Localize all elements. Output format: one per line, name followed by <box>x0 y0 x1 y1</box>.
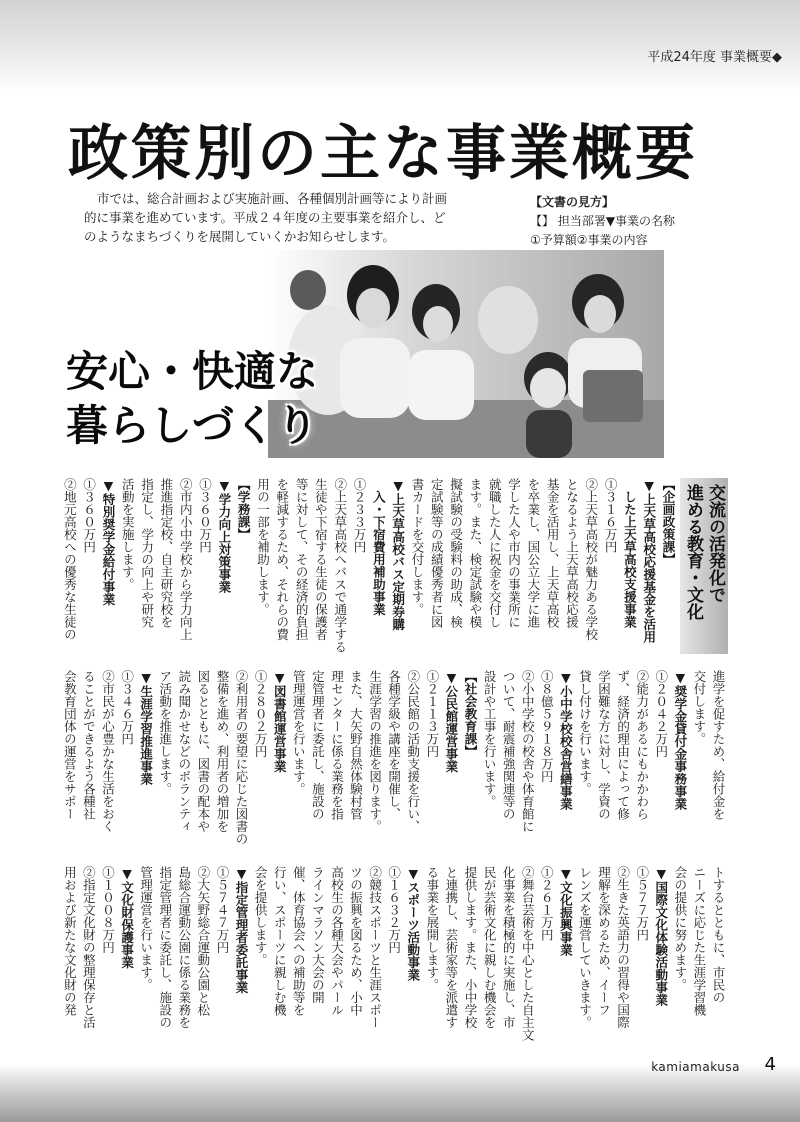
project-heading: ▼上天草高校応援基金を活用 <box>641 478 657 643</box>
body-line: ①３６０万円 <box>197 478 213 553</box>
body-line: る事業を展開します。 <box>424 866 440 991</box>
body-line: ①３４６万円 <box>119 670 135 745</box>
body-line: 各種学級や講座を開催し、 <box>386 670 402 820</box>
legend-box <box>530 193 675 250</box>
body-line: 進学を促すため、給付金を <box>711 670 726 820</box>
body-line: 定試験等の成績優秀者に図 <box>429 478 445 628</box>
body-line: 交付します。 <box>691 670 707 745</box>
category-line-2: 進める教育・文化 <box>683 484 703 620</box>
body-line: 貸し付けを行います。 <box>577 670 593 795</box>
body-line: ず、経済的理由によって修 <box>615 670 631 820</box>
body-line: 理解を深めるため、イーフ <box>596 866 612 1016</box>
project-heading: ▼奨学金貸付金事務事業 <box>672 670 688 810</box>
body-line: ②生きた英語力の習得や国際 <box>615 866 631 1029</box>
body-line: 学困難な方に対し、学資の <box>596 670 612 820</box>
body-line: ②上天草高校が魅力ある学校 <box>583 478 599 641</box>
body-line: 管理運営を行います。 <box>291 670 307 795</box>
body-line: ①２１１３万円 <box>424 670 440 758</box>
project-heading: ▼特別奨学金給付事業 <box>100 478 116 606</box>
body-line: 化事業を積極的に実施し、市 <box>501 866 517 1029</box>
footer-site: kamiamakusa <box>651 1060 740 1074</box>
body-line: 用および新たな文化財の発 <box>62 866 78 1016</box>
body-line: ①３６０万円 <box>81 478 97 553</box>
hero-title-line-1: 安心・快適な <box>66 347 319 396</box>
category-label <box>680 478 728 654</box>
body-line: を軽減するため、それらの費 <box>274 478 290 641</box>
body-line: 基金を活用し、上天草高校 <box>545 478 561 628</box>
body-line: ①１６３２万円 <box>386 866 402 954</box>
body-line: となるよう上天草高校応援 <box>564 478 580 628</box>
body-line: 提供します。また、小中学校 <box>462 866 478 1029</box>
body-line: 指定管理者に委託し、施設の <box>157 866 173 1029</box>
body-line: ニーズに応じた生涯学習機 <box>691 866 707 1016</box>
body-line: 書カードを交付します。 <box>409 478 425 616</box>
body-line: ②公民館の活動支援を行い、 <box>405 670 421 833</box>
project-heading: ▼文化振興事業 <box>558 866 574 956</box>
body-line: ②市民が心豊かな生活をおく <box>100 670 116 833</box>
body-line: 民が芸術文化に親しむ機会を <box>482 866 498 1029</box>
project-heading: ▼小中学校校舎営繕事業 <box>558 670 574 810</box>
body-line: 図るとともに、図書の配本や <box>195 670 211 833</box>
body-line: 活動を実施します。 <box>120 478 136 591</box>
body-line: 等に対して、その経済的負担 <box>294 478 310 641</box>
body-line: ①１００８万円 <box>100 866 116 954</box>
photo-people-illustration <box>268 250 664 458</box>
body-line: ①５７７万円 <box>634 866 650 941</box>
body-line: ①２０４２万円 <box>653 670 669 758</box>
body-line: 島総合運動公園に係る業務を <box>176 866 192 1029</box>
project-heading: ▼スポーツ活動事業 <box>405 866 421 981</box>
body-line: ます。また、検定試験や模 <box>467 478 483 628</box>
body-line: ることができるよう各種社 <box>81 670 97 820</box>
body-line: 指定し、学力の向上や研究 <box>139 478 155 628</box>
body-line: ツの振興を図るため、小中 <box>348 866 364 1016</box>
intro-text: 市では、総合計画および実施計画、各種個別計画等により計画的に事業を進めています。平成２４年度の主要事業を紹介し、どのようなまちづくりを展開していくかお知らせします。 <box>84 191 448 244</box>
legend-line-1: 【】 担当部署▼事業の名称 <box>530 214 676 228</box>
body-line: ②大矢野総合運動公園と松 <box>195 866 211 1016</box>
body-line: ②地元高校への優秀な生徒の <box>62 478 78 641</box>
body-line: 就職した人に祝金を交付し <box>487 478 503 628</box>
body-line: ア活動を推進します。 <box>157 670 173 795</box>
project-heading: ▼上天草高校バス定期券購 <box>390 478 406 631</box>
body-line: 理センターに係る業務を指 <box>329 670 345 820</box>
body-line: 高校生の各種大会やパール <box>329 866 345 1016</box>
body-line: ①５７４７万円 <box>214 866 230 954</box>
body-line: 擬試験の受験料の助成、検 <box>448 478 464 628</box>
body-line: ラインマラソン大会の開 <box>310 866 326 1004</box>
text-band-3 <box>62 866 728 1046</box>
body-line: 定管理者に委託し、施設の <box>310 670 326 820</box>
body-line: と連携し、芸術家等を派遣す <box>443 866 459 1029</box>
body-line: 用の一部を補助します。 <box>255 478 271 616</box>
project-heading: ▼文化財保護事業 <box>119 866 135 969</box>
page-title: 政策別の主な事業概要 <box>68 119 698 189</box>
project-heading: ▼生涯学習推進事業 <box>138 670 154 785</box>
body-line: ②利用者の要望に応じた図書の <box>234 670 250 845</box>
body-line: レンズを運営していきます。 <box>577 866 593 1029</box>
body-line: ①３１６万円 <box>603 478 619 553</box>
body-line: 読み聞かせなどのボランティ <box>176 670 192 833</box>
header-label: 平成24年度 事業概要◆ <box>647 50 782 65</box>
legend-title: 【文書の見方】 <box>530 195 615 209</box>
body-line: 生涯学習の推進を図ります。 <box>367 670 383 833</box>
body-line: ②市内小中学校から学力向上 <box>178 478 194 641</box>
project-heading: ▼学力向上対策事業 <box>216 478 232 593</box>
hero-photo <box>268 250 664 458</box>
category-line-1: 交流の活発化で <box>705 484 725 603</box>
body-line: 生徒や下宿する生徒の保護者 <box>313 478 329 641</box>
body-line: 推進指定校、自主研究校を <box>158 478 174 628</box>
body-line: ②上天草高校へバスで通学する <box>332 478 348 653</box>
department-label: 【社会教育課】 <box>462 670 478 758</box>
project-heading: ▼公民館運営事業 <box>443 670 459 773</box>
body-line: ②舞台芸術を中心とした自主文 <box>520 866 536 1041</box>
body-line: また、大矢野自然体験村管 <box>348 670 364 820</box>
body-line: ②小中学校の校舎や体育館に <box>520 670 536 833</box>
body-line: トするとともに、市民の <box>711 866 726 1004</box>
body-line: 学した人や市内の事業所に <box>506 478 522 628</box>
department-label: 【学務課】 <box>236 478 252 541</box>
body-line: ②競技スポーツと生涯スポー <box>367 866 383 1029</box>
body-line: 催、体育協会への補助等を <box>291 866 307 1016</box>
body-line: ついて、耐震補強関連等の <box>501 670 517 820</box>
legend-line-2: ①予算額②事業の内容 <box>530 233 648 247</box>
hero-title-line-2: 暮らしづくり <box>66 401 319 450</box>
hero-title <box>66 345 318 453</box>
body-line: 会教育団体の運営をサポー <box>62 670 78 820</box>
body-line: ①２８０２万円 <box>253 670 269 758</box>
text-band-1 <box>62 478 728 654</box>
body-line: ①２６１万円 <box>539 866 555 941</box>
body-line: ②能力があるにもかかわら <box>634 670 650 820</box>
body-line: ①２３３万円 <box>352 478 367 553</box>
project-heading: ▼指定管理者委託事業 <box>234 866 250 994</box>
body-line: 整備を進め、利用者の増加を <box>214 670 230 833</box>
body-line: 会の提供に努めます。 <box>672 866 688 991</box>
body-line: 行い、スポーツに親しむ機 <box>272 866 288 1016</box>
project-heading: ▼図書館運営事業 <box>272 670 288 773</box>
body-line: 会を提供します。 <box>253 866 269 966</box>
project-heading: した上天草高校支援事業 <box>622 478 638 628</box>
page-number: 4 <box>764 1054 776 1075</box>
body-line: 設計や工事を行います。 <box>482 670 498 808</box>
text-band-2 <box>62 670 728 850</box>
body-line: ①８億５９１８万円 <box>539 670 555 783</box>
body-line: を卒業し、国公立大学に進 <box>525 478 541 628</box>
department-label: 【企画政策課】 <box>661 478 676 566</box>
project-heading: ▼国際文化体験活動事業 <box>653 866 669 1006</box>
project-heading: 入・下宿費用補助事業 <box>371 478 387 616</box>
body-line: 管理運営を行います。 <box>138 866 154 991</box>
body-line: ②指定文化財の整理保存と活 <box>81 866 97 1029</box>
